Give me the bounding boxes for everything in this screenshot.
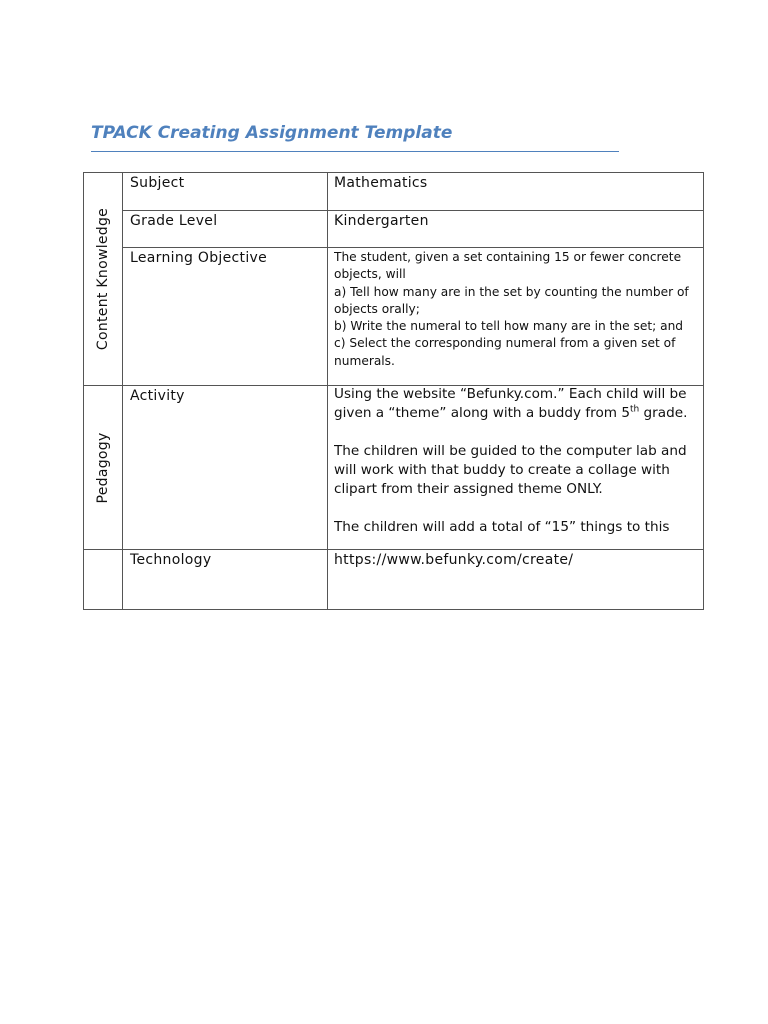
activity-paragraph-2: The children will be guided to the computer lab and will work with that buddy to create a collage with clipart from their assigned theme ONLY. — [334, 443, 687, 497]
superscript-th: th — [630, 404, 640, 415]
table-row-grade — [84, 211, 704, 248]
grade-level-value-cell — [328, 211, 704, 248]
table-row-activity — [84, 386, 704, 550]
content-knowledge-label: Content Knowledge — [95, 207, 111, 351]
grade-level-label: Grade Level — [123, 211, 328, 248]
grade-level-value: Kindergarten — [334, 213, 429, 229]
technology-url: https://www.befunky.com/create/ — [334, 552, 574, 568]
learning-objective-text — [334, 249, 699, 383]
activity-paragraph-1: Using the website “Befunky.com.” Each child will be given a “theme” along with a buddy from 5th grade. — [334, 386, 688, 421]
title-underline — [91, 151, 619, 152]
technology-value-cell — [328, 550, 704, 610]
activity-value-cell — [328, 386, 704, 550]
document-title: TPACK Creating Assignment Template — [91, 123, 453, 143]
activity-label: Activity — [123, 386, 328, 550]
pedagogy-label: Pedagogy — [95, 431, 111, 504]
table-row-technology — [84, 550, 704, 610]
subject-value-cell — [328, 173, 704, 211]
content-knowledge-side-cell — [84, 173, 123, 386]
tpack-table — [83, 172, 704, 610]
objective-line: b) Write the numeral to tell how many are in the set; and — [334, 319, 684, 334]
objective-line: a) Tell how many are in the set by counting the number of objects orally; — [334, 284, 689, 316]
subject-label: Subject — [123, 173, 328, 211]
objective-line: c) Select the corresponding numeral from a given set of numerals. — [334, 336, 676, 368]
technology-label: Technology — [123, 550, 328, 610]
learning-objective-label: Learning Objective — [123, 248, 328, 386]
objective-line: The student, given a set containing 15 or fewer concrete objects, will — [334, 250, 682, 282]
table-row-learning-objective — [84, 248, 704, 386]
activity-paragraph-3: The children will add a total of “15” things to this — [334, 519, 670, 535]
subject-value: Mathematics — [334, 175, 428, 191]
learning-objective-value-cell — [328, 248, 704, 386]
pedagogy-side-cell — [84, 386, 123, 550]
technology-side-cell — [84, 550, 123, 610]
table-row-subject — [84, 173, 704, 211]
activity-text — [334, 385, 699, 543]
